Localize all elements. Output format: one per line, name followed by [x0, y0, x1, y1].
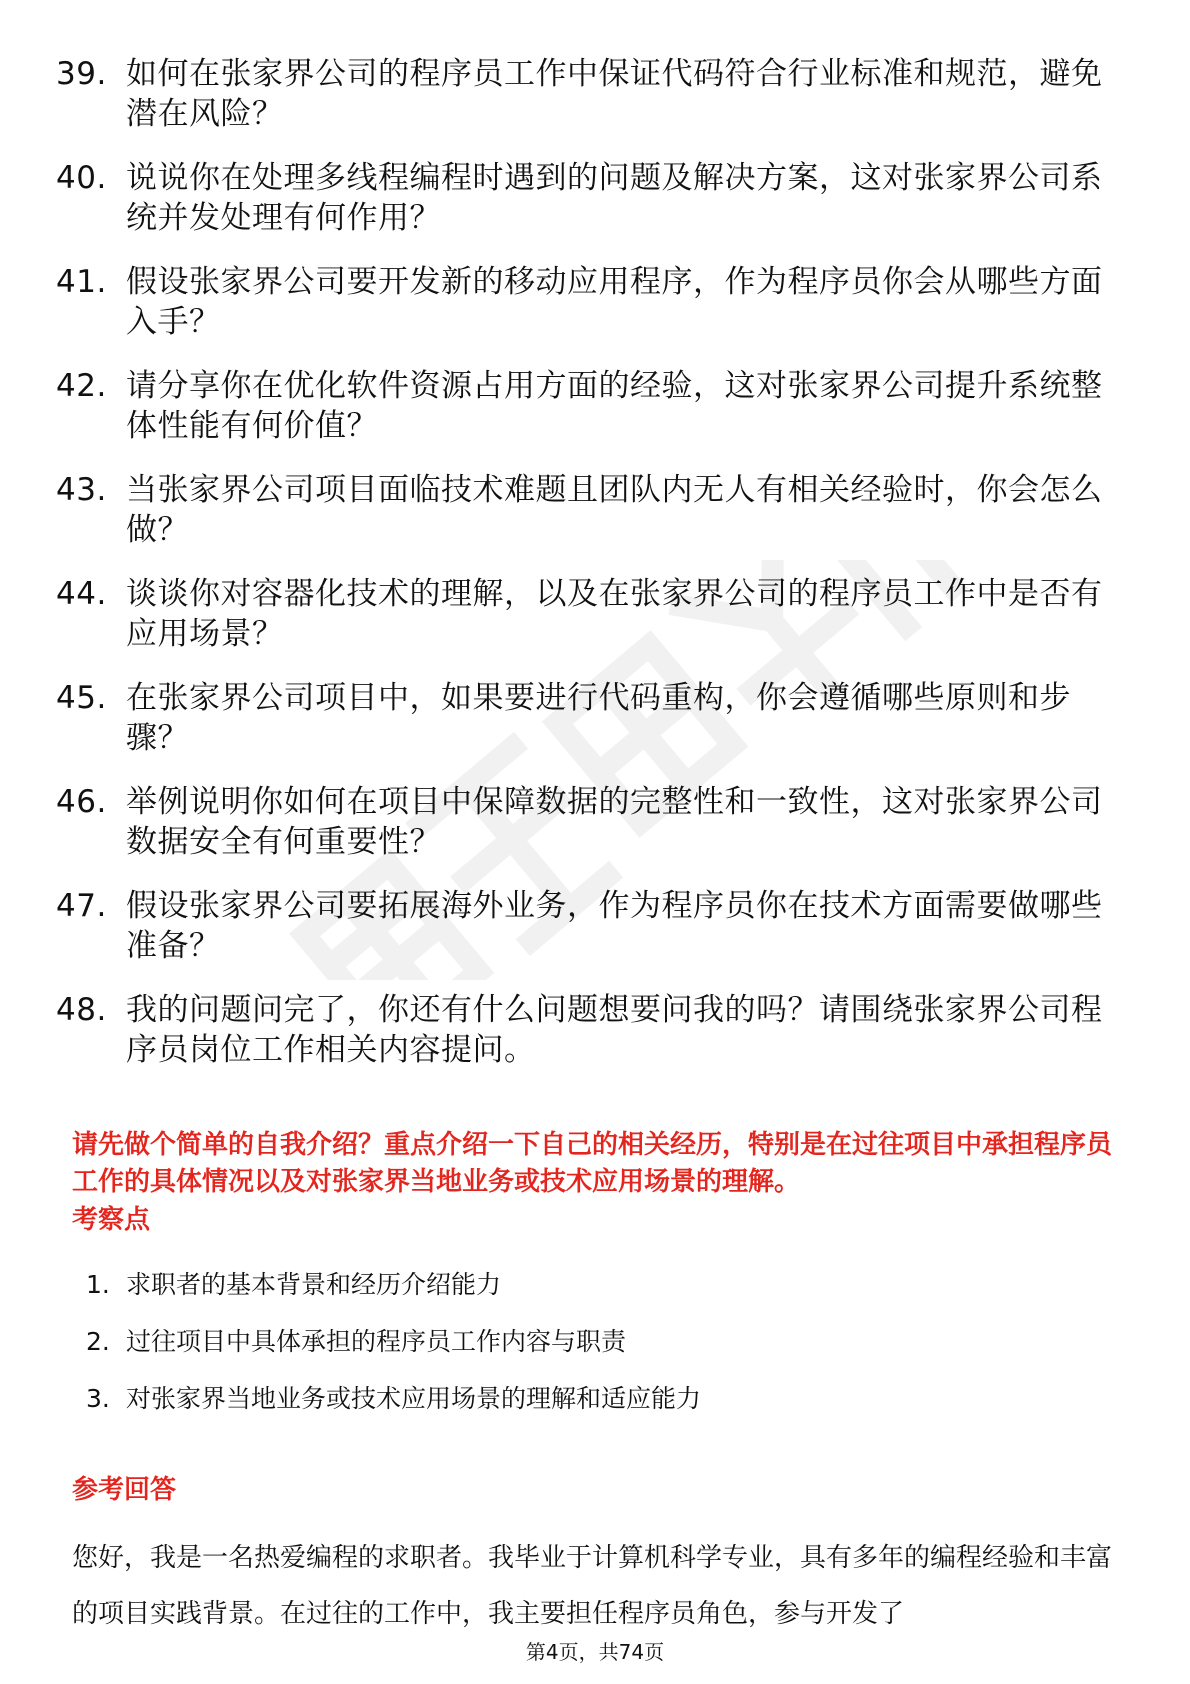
- list-item: [86, 1268, 1086, 1302]
- list-item: [56, 54, 1126, 134]
- list-item: [86, 1325, 1086, 1359]
- list-item: [56, 678, 1126, 758]
- points-heading: 考察点: [72, 1205, 151, 1235]
- points-list: [86, 1268, 1086, 1439]
- answer-paragraph: 您好，我是一名热爱编程的求职者。我毕业于计算机科学专业，具有多年的编程经验和丰富的项目实践背景。在过往的工作中，我主要担任程序员角色，参与开发了: [72, 1543, 1113, 1629]
- point-text: 求职者的基本背景和经历介绍能力: [126, 1270, 502, 1299]
- question-text: 举例说明你如何在项目中保障数据的完整性和一致性，这对张家界公司数据安全有何重要性？: [126, 784, 1103, 860]
- point-number: 3.: [86, 1384, 110, 1413]
- point-text: 过往项目中具体承担的程序员工作内容与职责: [126, 1327, 627, 1356]
- question-number: 45.: [56, 680, 107, 716]
- question-text: 我的问题问完了，你还有什么问题想要问我的吗？请围绕张家界公司程序员岗位工作相关内容提问。: [126, 992, 1103, 1068]
- question-number: 47.: [56, 888, 107, 924]
- point-text: 对张家界当地业务或技术应用场景的理解和适应能力: [126, 1384, 702, 1413]
- question-text: 请分享你在优化软件资源占用方面的经验，这对张家界公司提升系统整体性能有何价值？: [126, 368, 1103, 444]
- question-number: 44.: [56, 576, 107, 612]
- question-text: 如何在张家界公司的程序员工作中保证代码符合行业标准和规范，避免潜在风险？: [126, 56, 1103, 132]
- answer-heading: 参考回答: [72, 1475, 177, 1505]
- list-item: [56, 262, 1126, 342]
- question-number: 43.: [56, 472, 107, 508]
- page-footer: 第4页，共74页: [525, 1640, 665, 1664]
- point-number: 1.: [86, 1270, 110, 1299]
- list-item: [56, 782, 1126, 862]
- list-item: [56, 366, 1126, 446]
- list-item: [86, 1382, 1086, 1416]
- list-item: [56, 470, 1126, 550]
- list-item: [56, 990, 1126, 1070]
- point-number: 2.: [86, 1327, 110, 1356]
- question-number: 39.: [56, 56, 107, 92]
- question-text: 假设张家界公司要拓展海外业务，作为程序员你在技术方面需要做哪些准备？: [126, 888, 1103, 964]
- question-number: 41.: [56, 264, 107, 300]
- question-number: 48.: [56, 992, 107, 1028]
- intro-question: 请先做个简单的自我介绍？重点介绍一下自己的相关经历，特别是在过往项目中承担程序员工作的具体情况以及对张家界当地业务或技术应用场景的理解。: [72, 1130, 1113, 1197]
- question-text: 说说你在处理多线程编程时遇到的问题及解决方案，这对张家界公司系统并发处理有何作用？: [126, 160, 1103, 236]
- question-number: 46.: [56, 784, 107, 820]
- question-text: 谈谈你对容器化技术的理解，以及在张家界公司的程序员工作中是否有应用场景？: [126, 576, 1103, 652]
- question-text: 假设张家界公司要开发新的移动应用程序，作为程序员你会从哪些方面入手？: [126, 264, 1103, 340]
- question-number: 40.: [56, 160, 107, 196]
- question-text: 当张家界公司项目面临技术难题且团队内无人有相关经验时，你会怎么做？: [126, 472, 1103, 548]
- list-item: [56, 574, 1126, 654]
- list-item: [56, 886, 1126, 966]
- question-list: [56, 54, 1126, 1094]
- question-number: 42.: [56, 368, 107, 404]
- question-text: 在张家界公司项目中，如果要进行代码重构，你会遵循哪些原则和步骤？: [126, 680, 1071, 756]
- list-item: [56, 158, 1126, 238]
